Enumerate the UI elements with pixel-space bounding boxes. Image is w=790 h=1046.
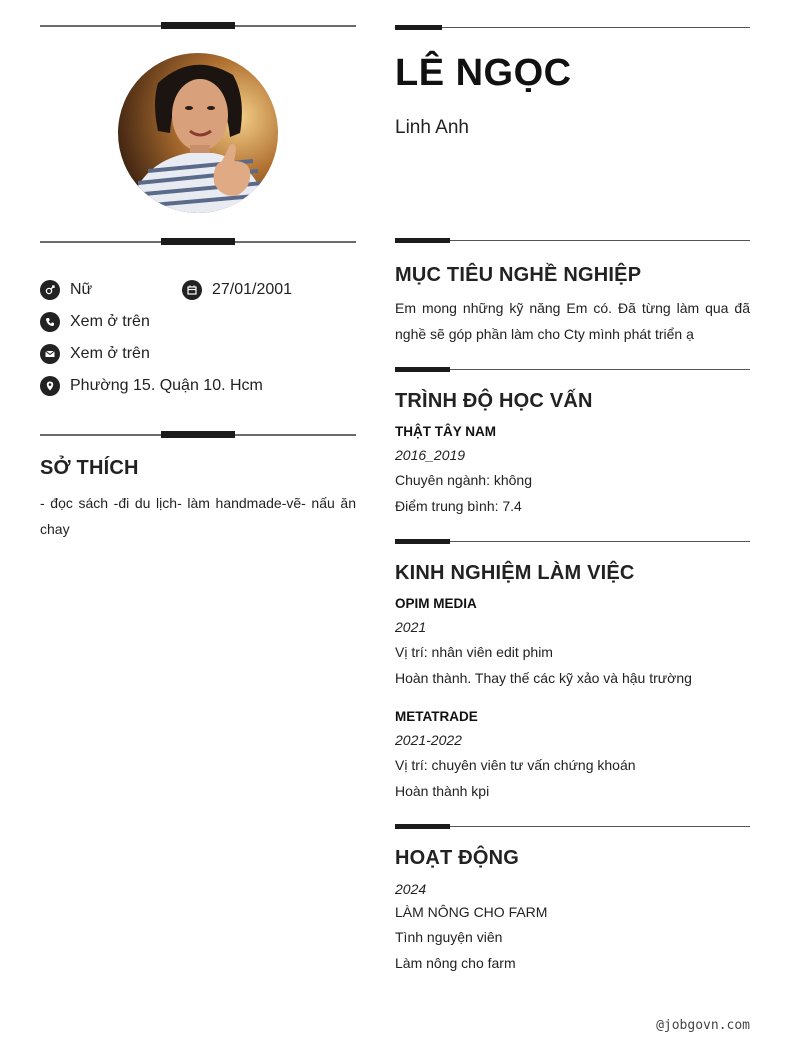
job-position: Vị trí: nhân viên edit phim xyxy=(395,644,553,660)
gender-icon xyxy=(40,280,60,300)
dob-value: 27/01/2001 xyxy=(212,281,293,298)
address-value: Phường 15. Quận 10. Hcm xyxy=(70,377,263,394)
activities-period: 2024 xyxy=(395,881,427,897)
education-major: Chuyên ngành: không xyxy=(395,472,532,488)
hobbies-text: - đọc sách -đi du lịch- làm handmade-vẽ- nấu ăn chay xyxy=(40,495,356,537)
activities-description: Làm nông cho farm xyxy=(395,955,516,971)
footer-watermark: @jobgovn.com xyxy=(656,1018,750,1033)
education-period: 2016_2019 xyxy=(395,447,466,463)
activities-org: LÀM NÔNG CHO FARM xyxy=(395,904,548,920)
job-description: Hoàn thành kpi xyxy=(395,783,490,799)
education-gpa: Điểm trung bình: 7.4 xyxy=(395,498,522,514)
address-row xyxy=(40,376,263,396)
job-company: METATRADE xyxy=(395,709,478,724)
activities-role: Tình nguyện viên xyxy=(395,929,503,945)
activities-title: HOẠT ĐỘNG xyxy=(395,847,520,869)
email-icon xyxy=(40,344,60,364)
divider-top-right xyxy=(395,27,750,28)
dob-row xyxy=(182,280,292,300)
phone-row xyxy=(40,312,150,332)
gender-value: Nữ xyxy=(70,281,93,298)
phone-value: Xem ở trên xyxy=(70,313,150,330)
hobbies-title: SỞ THÍCH xyxy=(40,457,139,479)
candidate-first-name: Linh Anh xyxy=(395,117,469,138)
divider-mid-left-mark xyxy=(161,238,235,245)
objective-text: Em mong những kỹ năng Em có. Đã từng làm qua đã nghề sẽ góp phần làm cho Cty mình phát triển ạ xyxy=(395,300,750,342)
experience-title: KINH NGHIỆM LÀM VIỆC xyxy=(395,562,635,584)
divider-top-left-mark xyxy=(161,22,235,29)
job-company: OPIM MEDIA xyxy=(395,596,477,611)
education-title: TRÌNH ĐỘ HỌC VẤN xyxy=(395,390,593,412)
job-description: Hoàn thành. Thay thế các kỹ xảo và hậu trường xyxy=(395,670,692,686)
divider-experience-mark xyxy=(395,539,450,544)
gender-row xyxy=(40,280,92,300)
job-position: Vị trí: chuyên viên tư vấn chứng khoán xyxy=(395,757,636,773)
candidate-name: LÊ NGỌC xyxy=(395,52,572,94)
divider-hobbies-mark xyxy=(161,431,235,438)
divider-education-mark xyxy=(395,367,450,372)
divider-objective-mark xyxy=(395,238,450,243)
job-period: 2021-2022 xyxy=(395,732,462,748)
calendar-icon xyxy=(182,280,202,300)
email-row xyxy=(40,344,150,364)
avatar-photo xyxy=(118,53,278,213)
education-school: THẬT TÂY NAM xyxy=(395,424,496,439)
avatar xyxy=(118,53,278,213)
divider-activities-mark xyxy=(395,824,450,829)
job-period: 2021 xyxy=(395,619,427,635)
location-pin-icon xyxy=(40,376,60,396)
divider-top-right-mark xyxy=(395,25,442,30)
phone-icon xyxy=(40,312,60,332)
objective-title: MỤC TIÊU NGHỀ NGHIỆP xyxy=(395,264,642,286)
email-value: Xem ở trên xyxy=(70,345,150,362)
